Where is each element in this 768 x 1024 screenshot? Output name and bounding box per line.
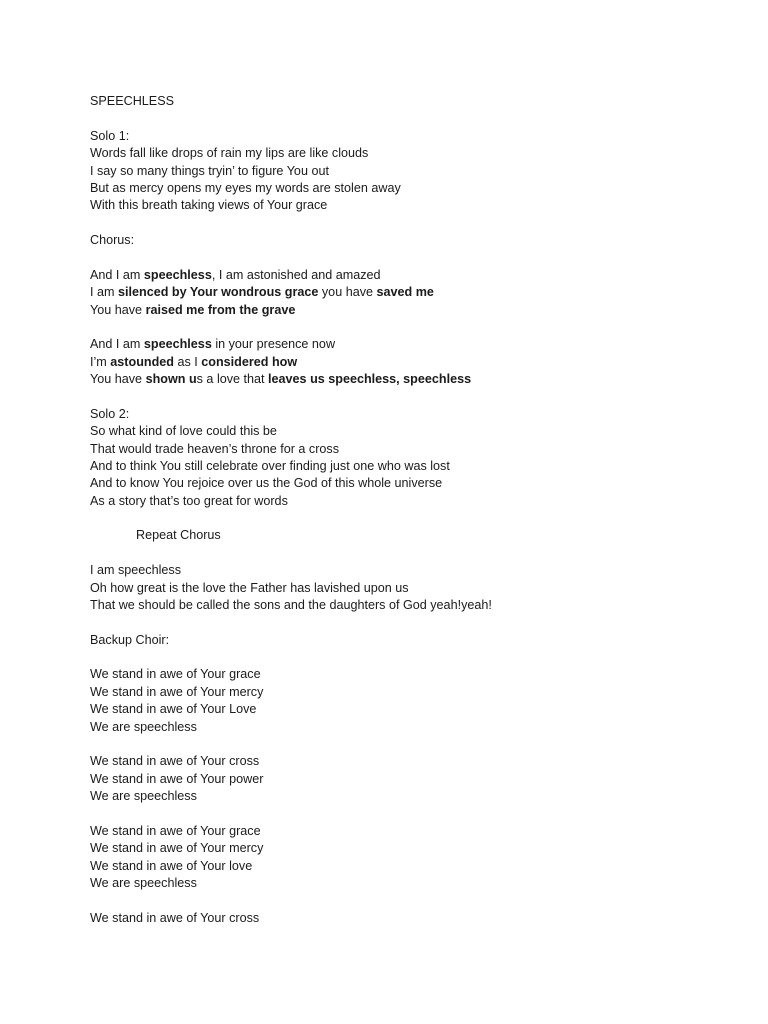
lyric-text: I am	[90, 285, 118, 300]
lyric-line: We stand in awe of Your mercy	[90, 841, 264, 856]
lyric-line: We are speechless	[90, 719, 197, 734]
chorus-stanza	[90, 267, 768, 319]
lyric-line: Words fall like drops of rain my lips are like clouds	[90, 146, 369, 161]
lyric-text: And I am	[90, 267, 144, 282]
blank-line	[90, 249, 768, 266]
closing-lines-section	[90, 562, 768, 614]
lyric-text: as I	[173, 354, 202, 369]
lyric-line: We stand in awe of Your Love	[90, 702, 257, 717]
lyric-line: We stand in awe of Your cross	[90, 754, 260, 769]
blank-line	[90, 649, 768, 666]
lyric-line: As a story that’s too great for words	[90, 493, 288, 508]
chorus-section	[90, 232, 768, 388]
lyric-line: We stand in awe of Your power	[90, 771, 264, 786]
chorus-stanza	[90, 336, 768, 388]
lyric-line: We stand in awe of Your mercy	[90, 684, 264, 699]
emphasized-text: speechless	[143, 337, 212, 352]
blank-line	[90, 892, 768, 909]
solo-1-section	[90, 128, 768, 215]
lyric-line: We stand in awe of Your grace	[90, 667, 261, 682]
lyric-text: And I am	[90, 337, 144, 352]
lyric-line: With this breath taking views of Your grace	[90, 198, 328, 213]
backup-choir-section	[90, 632, 768, 927]
lyric-text: in your presence now	[211, 337, 336, 352]
lyric-line	[90, 302, 768, 319]
lyric-line: We are speechless	[90, 789, 197, 803]
emphasized-text: raised me from the grave	[145, 302, 296, 317]
blank-line	[90, 805, 768, 822]
blank-line	[90, 614, 768, 631]
emphasized-text: shown u	[145, 372, 197, 386]
blank-line	[90, 319, 768, 336]
choir-stanza	[90, 823, 768, 893]
section-heading: Solo 1:	[90, 128, 130, 143]
lyric-line	[90, 336, 768, 353]
lyric-line	[90, 267, 768, 284]
emphasized-text: saved me	[376, 285, 434, 300]
choir-stanza	[90, 910, 768, 927]
lyric-line: That would trade heaven’s throne for a cross	[90, 441, 339, 456]
emphasized-text: considered how	[201, 354, 298, 369]
lyric-line: Oh how great is the love the Father has lavished upon us	[90, 580, 409, 595]
lyric-line: I am speechless	[90, 563, 181, 578]
lyric-text: s a love that	[196, 372, 269, 386]
blank-line	[90, 388, 768, 405]
lyric-line: So what kind of love could this be	[90, 424, 277, 439]
lyric-line: We stand in awe of Your love	[90, 858, 253, 873]
blank-line	[90, 215, 768, 232]
lyric-line: But as mercy opens my eyes my words are stolen away	[90, 180, 401, 195]
lyric-line	[90, 354, 768, 371]
blank-line	[90, 545, 768, 562]
lyric-line: We stand in awe of Your cross	[90, 910, 260, 925]
lyric-line	[90, 371, 768, 388]
section-heading: Solo 2:	[90, 406, 130, 421]
section-heading: Chorus:	[90, 233, 135, 247]
emphasized-text: astounded	[110, 354, 174, 369]
section-heading: Backup Choir:	[90, 632, 170, 647]
lyric-text: You have	[90, 372, 146, 386]
blank-line	[90, 510, 768, 527]
repeat-chorus-note: Repeat Chorus	[136, 528, 221, 543]
solo-2-section	[90, 406, 768, 510]
lyric-text: You have	[90, 302, 146, 317]
lyric-line: That we should be called the sons and the daughters of God yeah!yeah!	[90, 597, 492, 612]
lyric-text: I’m	[90, 354, 111, 369]
choir-stanza	[90, 753, 768, 805]
lyric-line: And to know You rejoice over us the God of this whole universe	[90, 476, 443, 491]
lyric-text: you have	[318, 285, 377, 300]
emphasized-text: speechless	[143, 267, 212, 282]
blank-line	[90, 110, 768, 127]
choir-stanza	[90, 666, 768, 736]
blank-line	[90, 736, 768, 753]
emphasized-text: silenced by Your wondrous grace	[118, 285, 319, 300]
lyric-line: And to think You still celebrate over finding just one who was lost	[90, 458, 450, 473]
document-title: SPEECHLESS	[90, 94, 174, 108]
lyric-line	[90, 284, 768, 301]
emphasized-text: leaves us speechless, speechless	[268, 372, 472, 386]
lyric-line: I say so many things tryin’ to figure You out	[90, 163, 329, 178]
lyric-line: We are speechless	[90, 875, 197, 890]
lyric-text: , I am astonished and amazed	[211, 267, 381, 282]
lyric-line: We stand in awe of Your grace	[90, 823, 261, 838]
